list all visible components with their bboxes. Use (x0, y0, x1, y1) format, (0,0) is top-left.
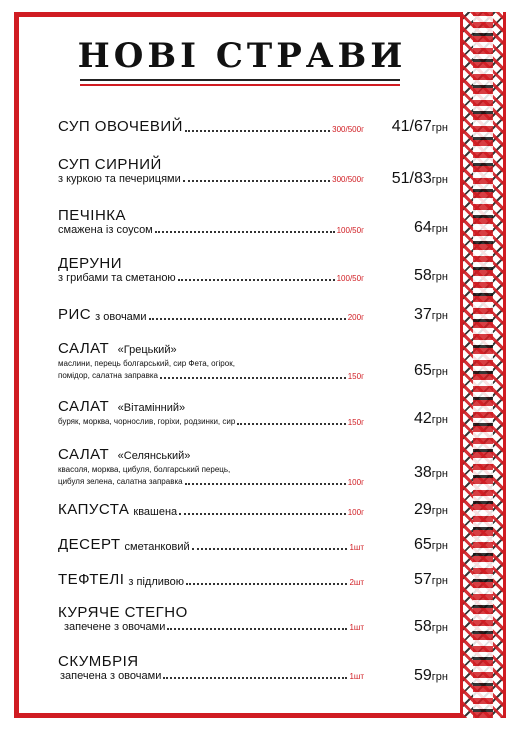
menu-item (58, 536, 448, 553)
menu-item (58, 501, 448, 518)
dish-weight: 100г (347, 508, 364, 517)
dish-ingredients-cont: цибуля зелена, салатна заправка (58, 477, 183, 486)
dish-name: ТЕФТЕЛІ (58, 571, 125, 588)
dish-name: ДЕСЕРТ (58, 536, 121, 553)
dot-leader (186, 583, 347, 585)
dish-price: 57грн (413, 571, 448, 588)
dish-name: РИС (58, 306, 92, 323)
dish-name: ПЕЧІНКА (58, 207, 127, 224)
dish-ingredients-cont: помідор, салатна заправка (58, 371, 158, 380)
dot-leader (163, 677, 347, 679)
menu-item (58, 653, 448, 682)
dish-price: 37грн (413, 306, 448, 323)
embroidery-ornament-strip (460, 12, 506, 718)
frame-left-border (14, 12, 19, 718)
menu-item (58, 118, 448, 135)
dish-price: 51/83грн (391, 170, 448, 187)
dish-description: запечене з овочами (64, 621, 166, 633)
dish-name: СУП СИРНИЙ (58, 156, 162, 173)
dish-price: 58грн (413, 267, 448, 284)
frame-top-border (14, 12, 460, 17)
dish-description: з куркою та печерицями (58, 173, 181, 185)
dish-name: САЛАТ (58, 446, 110, 463)
page-title: НОВІ СТРАВИ (77, 36, 407, 76)
menu-item (58, 156, 448, 185)
dish-ingredients: маслини, перець болгарський, сир Фета, огірок, (58, 359, 235, 368)
dot-leader (237, 423, 345, 425)
dish-price: 29грн (413, 501, 448, 518)
dish-weight: 2шт (349, 578, 364, 587)
dish-price: 59грн (413, 667, 448, 684)
dish-description: запечена з овочами (60, 670, 162, 682)
dot-leader (183, 180, 330, 182)
dish-weight: 1шт (349, 543, 364, 552)
dish-price: 58грн (413, 618, 448, 635)
dish-description: «Вітамінний» (117, 402, 186, 414)
dish-weight: 100г (347, 478, 364, 487)
dish-description: з овочами (95, 311, 147, 323)
dish-ingredients: квасоля, морква, цибуля, болгарський перець, (58, 465, 231, 474)
dish-price: 65грн (413, 362, 448, 379)
dish-weight: 100/50г (336, 274, 364, 283)
dish-weight: 100/50г (336, 226, 364, 235)
dish-name: САЛАТ (58, 398, 110, 415)
dish-name: СКУМБРІЯ (58, 653, 139, 670)
menu-item (58, 306, 448, 323)
dish-price: 64грн (413, 219, 448, 236)
menu-item (58, 446, 448, 488)
dot-leader (149, 318, 346, 320)
dish-price: 41/67грн (391, 118, 448, 135)
dish-weight: 1шт (349, 623, 364, 632)
dish-name: СУП ОВОЧЕВИЙ (58, 118, 183, 135)
title-underline-accent (80, 84, 400, 86)
dot-leader (160, 377, 346, 379)
menu-item (58, 398, 448, 428)
dish-description: з підливою (128, 576, 184, 588)
dish-price: 65грн (413, 536, 448, 553)
dot-leader (155, 231, 335, 233)
menu-item (58, 604, 448, 633)
dish-name: КУРЯЧЕ СТЕГНО (58, 604, 188, 621)
dish-description: «Грецький» (117, 344, 177, 356)
dish-description: квашена (133, 506, 178, 518)
dish-weight: 150г (347, 372, 364, 381)
dot-leader (185, 130, 330, 132)
dot-leader (179, 513, 346, 515)
dish-description: з грибами та сметаною (58, 272, 176, 284)
title-underline (80, 79, 400, 81)
dish-weight: 1шт (349, 672, 364, 681)
dish-weight: 300/500г (332, 175, 364, 184)
dish-price: 38грн (413, 464, 448, 481)
menu-item (58, 340, 448, 382)
dot-leader (185, 483, 346, 485)
menu-item (58, 207, 448, 236)
dish-ingredients: буряк, морква, чорнослив, горіхи, родзинки, сир (58, 417, 236, 426)
menu-item (58, 571, 448, 588)
dish-name: ДЕРУНИ (58, 255, 122, 272)
dish-description: смажена із соусом (58, 224, 153, 236)
menu-item (58, 255, 448, 284)
dot-leader (192, 548, 348, 550)
dish-description: сметанковий (124, 541, 190, 553)
dish-name: КАПУСТА (58, 501, 130, 518)
dish-weight: 300/500г (332, 125, 364, 134)
dish-weight: 150г (347, 418, 364, 427)
dish-weight: 200г (347, 313, 364, 322)
frame-bottom-border (14, 713, 460, 718)
dish-name: САЛАТ (58, 340, 110, 357)
dish-price: 42грн (413, 410, 448, 427)
dot-leader (178, 279, 335, 281)
dot-leader (167, 628, 347, 630)
dish-description: «Селянський» (117, 450, 191, 462)
